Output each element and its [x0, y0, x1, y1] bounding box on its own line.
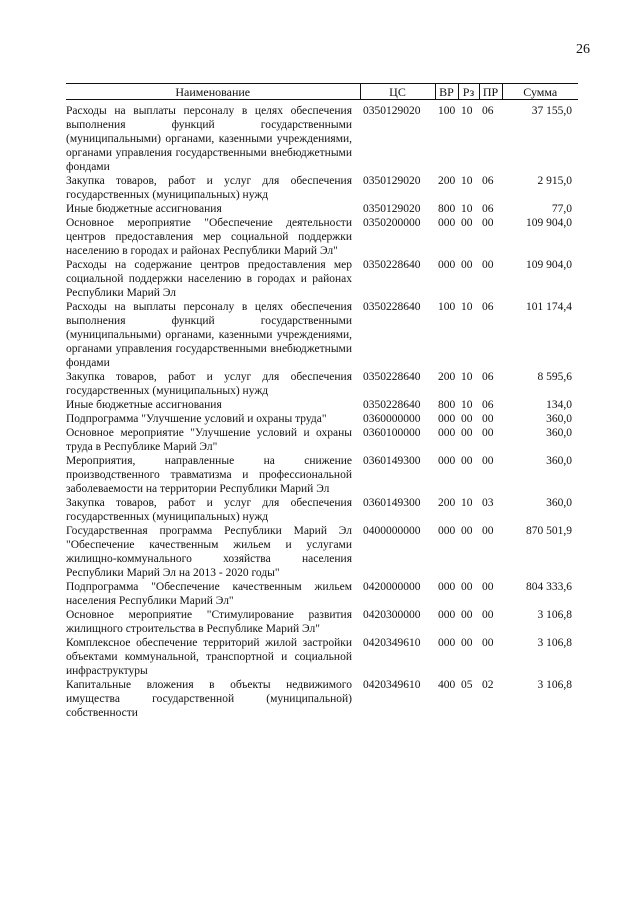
row-pr: 00: [482, 525, 494, 537]
table-row: [66, 608, 578, 636]
row-sum: 360,0: [546, 413, 572, 425]
row-rz: 10: [461, 105, 473, 117]
row-vr: 100: [438, 105, 456, 117]
row-name: Основное мероприятие "Обеспечение деятельности центров предоставления мер социальной поддержки населению в городах и районах Республики Марий Эл": [66, 217, 352, 257]
table-row: [66, 678, 578, 720]
row-rz: 00: [461, 637, 473, 649]
row-pr: 00: [482, 609, 494, 621]
row-cs: 0350228640: [363, 259, 421, 271]
row-name: Подпрограмма "Улучшение условий и охраны труда": [66, 413, 327, 425]
row-sum: 360,0: [546, 455, 572, 467]
row-sum: 804 333,6: [526, 581, 572, 593]
row-sum: 134,0: [546, 399, 572, 411]
table-header: [66, 84, 578, 100]
table-row: [66, 524, 578, 580]
row-rz: 05: [461, 679, 473, 691]
row-cs: 0360149300: [363, 455, 421, 467]
row-cs: 0420349610: [363, 637, 421, 649]
row-vr: 000: [438, 581, 456, 593]
row-pr: 00: [482, 259, 494, 271]
row-pr: 06: [482, 301, 494, 313]
row-cs: 0400000000: [363, 525, 421, 537]
row-rz: 00: [461, 581, 473, 593]
row-name: Государственная программа Республики Марий Эл "Обеспечение качественным жильем и услугами жилищно-коммунального хозяйства населения Республики Марий Эл на 2013 - 2020 годы": [66, 525, 352, 579]
table-row: [66, 454, 578, 496]
row-pr: 00: [482, 455, 494, 467]
row-cs: 0350200000: [363, 217, 421, 229]
table-row: [66, 202, 578, 216]
table-row: [66, 580, 578, 608]
row-name: Основное мероприятие "Улучшение условий и охраны труда в Республике Марий Эл": [66, 427, 352, 453]
row-rz: 00: [461, 259, 473, 271]
row-vr: 400: [438, 679, 456, 691]
row-name: Иные бюджетные ассигнования: [66, 399, 222, 411]
row-sum: 37 155,0: [531, 105, 572, 117]
table-row: [66, 258, 578, 300]
row-rz: 10: [461, 301, 473, 313]
row-sum: 3 106,8: [537, 609, 572, 621]
row-pr: 00: [482, 413, 494, 425]
header-vr: ВР: [435, 84, 458, 100]
row-vr: 000: [438, 217, 456, 229]
table-row: [66, 370, 578, 398]
row-vr: 200: [438, 371, 456, 383]
row-cs: 0360149300: [363, 497, 421, 509]
row-pr: 06: [482, 371, 494, 383]
row-pr: 06: [482, 203, 494, 215]
row-name: Расходы на выплаты персоналу в целях обеспечения выполнения функций государственными (муниципальными) органами, казенными учреждениями, органами управления государственными внебюджетными фондами: [66, 105, 352, 173]
table-row: [66, 636, 578, 678]
row-vr: 200: [438, 497, 456, 509]
row-cs: 0350228640: [363, 399, 421, 411]
row-name: Закупка товаров, работ и услуг для обеспечения государственных (муниципальных) нужд: [66, 497, 352, 523]
row-cs: 0350129020: [363, 203, 421, 215]
row-sum: 8 595,6: [537, 371, 572, 383]
row-name: Подпрограмма "Обеспечение качественным жильем населения Республики Марий Эл": [66, 581, 352, 607]
row-sum: 109 904,0: [526, 259, 572, 271]
row-rz: 10: [461, 203, 473, 215]
row-name: Мероприятия, направленные на снижение производственного травматизма и профессиональной заболеваемости на территории Республики Марий Эл: [66, 455, 352, 495]
row-vr: 000: [438, 413, 456, 425]
row-name: Основное мероприятие "Стимулирование развития жилищного строительства в Республике Марий Эл": [66, 609, 352, 635]
table-row: [66, 100, 578, 175]
table-row: [66, 426, 578, 454]
row-pr: 06: [482, 105, 494, 117]
row-vr: 800: [438, 399, 456, 411]
row-name: Комплексное обеспечение территорий жилой застройки объектами коммунальной, транспортной и социальной инфраструктуры: [66, 637, 352, 677]
table-body: [66, 100, 578, 721]
row-cs: 0350129020: [363, 105, 421, 117]
row-sum: 360,0: [546, 497, 572, 509]
row-rz: 10: [461, 497, 473, 509]
row-rz: 10: [461, 175, 473, 187]
row-cs: 0350129020: [363, 175, 421, 187]
row-vr: 100: [438, 301, 456, 313]
row-vr: 000: [438, 525, 456, 537]
row-pr: 06: [482, 175, 494, 187]
row-sum: 870 501,9: [526, 525, 572, 537]
row-sum: 101 174,4: [526, 301, 572, 313]
table-row: [66, 496, 578, 524]
row-vr: 200: [438, 175, 456, 187]
row-cs: 0420349610: [363, 679, 421, 691]
row-name: Закупка товаров, работ и услуг для обеспечения государственных (муниципальных) нужд: [66, 371, 352, 397]
row-rz: 00: [461, 455, 473, 467]
row-sum: 3 106,8: [537, 679, 572, 691]
header-name: Наименование: [66, 84, 360, 100]
row-cs: 0420300000: [363, 609, 421, 621]
row-name: Расходы на выплаты персоналу в целях обеспечения выполнения функций государственными (муниципальными) органами, казенными учреждениями, органами управления государственными внебюджетными фондами: [66, 301, 352, 369]
row-vr: 000: [438, 259, 456, 271]
row-rz: 10: [461, 371, 473, 383]
row-cs: 0360100000: [363, 427, 421, 439]
row-cs: 0360000000: [363, 413, 421, 425]
row-vr: 000: [438, 609, 456, 621]
row-pr: 06: [482, 399, 494, 411]
page-number: 26: [576, 42, 590, 57]
table-row: [66, 300, 578, 370]
header-cs: ЦС: [360, 84, 435, 100]
row-name: Расходы на содержание центров предоставления мер социальной поддержки населению в городах и районах Республики Марий Эл: [66, 259, 352, 299]
row-vr: 000: [438, 637, 456, 649]
row-vr: 000: [438, 455, 456, 467]
row-sum: 3 106,8: [537, 637, 572, 649]
row-cs: 0350228640: [363, 301, 421, 313]
row-cs: 0420000000: [363, 581, 421, 593]
row-vr: 800: [438, 203, 456, 215]
row-rz: 00: [461, 427, 473, 439]
row-pr: 00: [482, 217, 494, 229]
header-pr: ПР: [479, 84, 502, 100]
row-sum: 109 904,0: [526, 217, 572, 229]
header-sum: Сумма: [502, 84, 578, 100]
row-pr: 03: [482, 497, 494, 509]
budget-table: [66, 83, 578, 720]
row-name: Иные бюджетные ассигнования: [66, 203, 222, 215]
table-row: [66, 174, 578, 202]
row-sum: 360,0: [546, 427, 572, 439]
row-pr: 00: [482, 427, 494, 439]
header-rz: Рз: [458, 84, 479, 100]
row-name: Капитальные вложения в объекты недвижимого имущества государственной (муниципальной) собственности: [66, 679, 352, 719]
row-rz: 00: [461, 413, 473, 425]
row-pr: 02: [482, 679, 494, 691]
table-row: [66, 398, 578, 412]
row-vr: 000: [438, 427, 456, 439]
row-rz: 10: [461, 399, 473, 411]
row-rz: 00: [461, 609, 473, 621]
row-sum: 2 915,0: [537, 175, 572, 187]
row-sum: 77,0: [551, 203, 572, 215]
row-pr: 00: [482, 581, 494, 593]
row-name: Закупка товаров, работ и услуг для обеспечения государственных (муниципальных) нужд: [66, 175, 352, 201]
row-pr: 00: [482, 637, 494, 649]
table-row: [66, 412, 578, 426]
row-rz: 00: [461, 525, 473, 537]
row-rz: 00: [461, 217, 473, 229]
table-row: [66, 216, 578, 258]
row-cs: 0350228640: [363, 371, 421, 383]
